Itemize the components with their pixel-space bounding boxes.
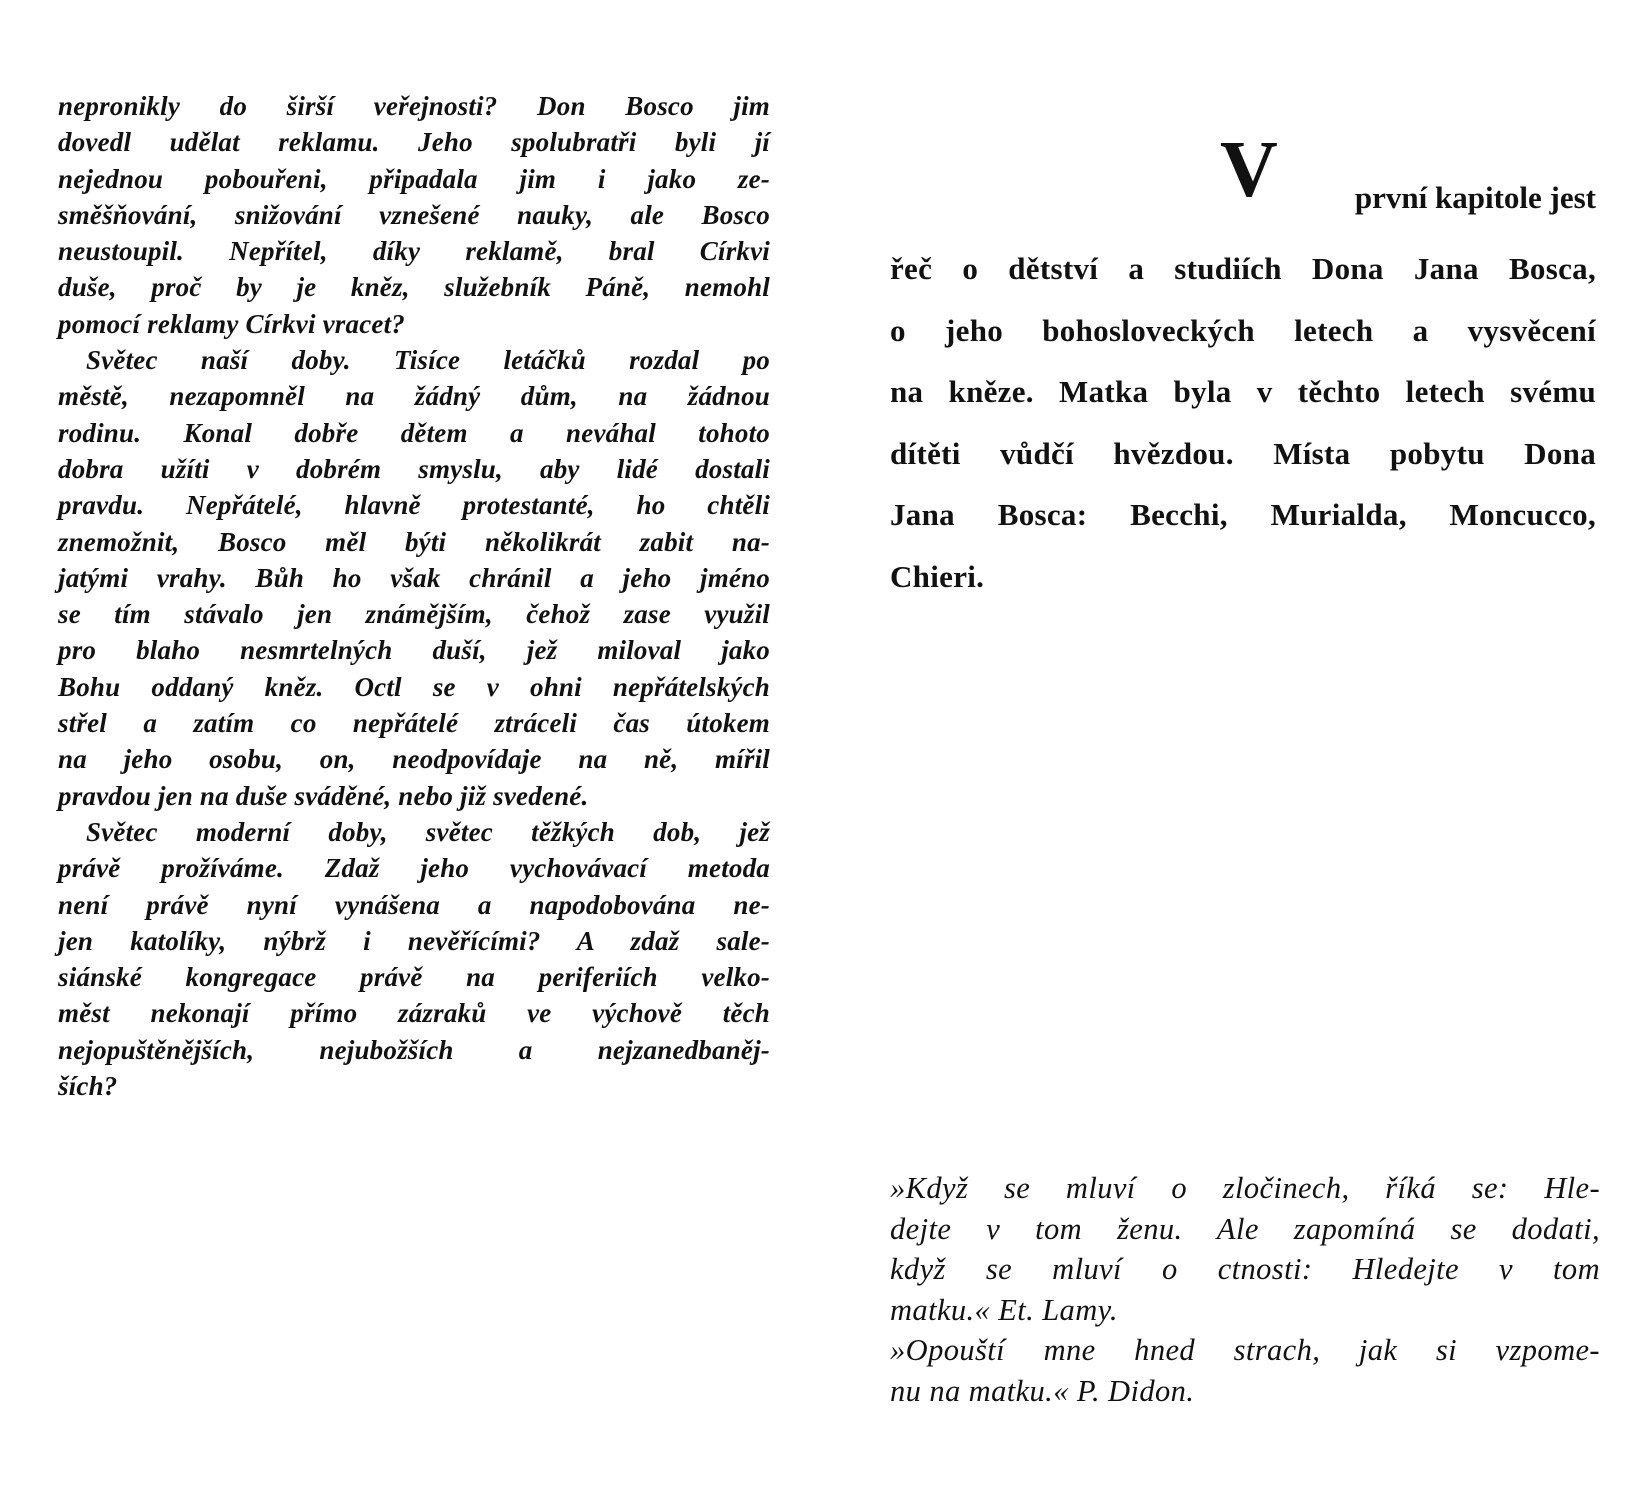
left-line-5: neustoupil. Nepřítel, díky reklamě, bral Církvi: [58, 236, 770, 267]
summary-line-5: Jana Bosca: Becchi, Murialda, Moncucco,: [890, 497, 1596, 532]
quote-line-3: když se mluví o ctnosti: Hledejte v tom: [890, 1252, 1600, 1286]
left-line-1: nepronikly do širší veřejnosti? Don Bosco jim: [58, 91, 770, 121]
left-line-13: znemožnit, Bosco měl býti několikrát zabit na-: [58, 526, 770, 557]
left-line-8: Světec naší doby. Tisíce letáčků rozdal po: [86, 345, 770, 376]
chapter-summary: [890, 126, 1596, 607]
left-line-20: pravdou jen na duše sváděné, nebo již svedené.: [58, 780, 589, 811]
summary-line-4: dítěti vůdčí hvězdou. Místa pobytu Dona: [890, 435, 1596, 471]
left-line-24: jen katolíky, nýbrž i nevěřícími? A zdaž sale-: [58, 925, 770, 956]
summary-line-1: řeč o dětství a studiích Dona Jana Bosca,: [890, 251, 1596, 286]
left-line-21: Světec moderní doby, světec těžkých dob, jež: [86, 816, 770, 847]
quote-line-4: matku.« Et. Lamy.: [890, 1292, 1118, 1327]
quote-line-5: »Opouští mne hned strach, jak si vzpome-: [890, 1333, 1600, 1367]
left-line-22: právě prožíváme. Zdaž jeho vychovávací metoda: [58, 853, 770, 884]
left-line-3: nejednou pobouřeni, připadala jim i jako ze-: [58, 163, 770, 194]
left-line-6: duše, proč by je kněz, služebník Páně, nemohl: [58, 272, 770, 303]
epigraph-quotes: [890, 1168, 1600, 1411]
left-line-28: ších?: [58, 1071, 118, 1102]
summary-first-row: [890, 126, 1596, 238]
left-line-12: pravdu. Nepřátelé, hlavně protestanté, ho chtěli: [58, 490, 770, 521]
left-line-16: pro blaho nesmrtelných duší, jež miloval jako: [58, 635, 770, 666]
left-line-23: není právě nyní vynášena a napodobována ne-: [58, 889, 770, 920]
left-line-15: se tím stávalo jen známějším, čehož zase využil: [58, 599, 770, 630]
drop-cap: V: [1220, 126, 1278, 214]
left-line-18: střel a zatím co nepřátelé ztráceli čas útokem: [58, 708, 770, 739]
summary-line-2: o jeho bohosloveckých letech a vysvěcení: [890, 312, 1596, 348]
left-line-11: dobra užíti v dobrém smyslu, aby lidé dostali: [58, 453, 770, 484]
left-line-17: Bohu oddaný kněz. Octl se v ohni nepřátelských: [58, 671, 770, 702]
summary-line-3: na kněze. Matka byla v těchto letech svému: [890, 374, 1596, 409]
left-line-19: na jeho osobu, on, neodpovídaje na ně, mířil: [58, 744, 770, 775]
left-line-10: rodinu. Konal dobře dětem a neváhal tohoto: [58, 417, 770, 448]
left-line-14: jatými vrahy. Bůh ho však chránil a jeho jméno: [58, 562, 770, 593]
left-line-4: směšňování, snižování vznešené nauky, ale Bosco: [58, 199, 770, 230]
left-line-27: nejopuštěnějších, nejubožších a nejzanedbaněj-: [58, 1034, 770, 1065]
left-line-7: pomocí reklamy Církvi vracet?: [58, 308, 405, 339]
left-line-9: městě, nezapomněl na žádný dům, na žádnou: [58, 381, 770, 412]
quote-line-6: nu na matku.« P. Didon.: [890, 1373, 1195, 1408]
summary-line-6: Chieri.: [890, 558, 985, 594]
left-line-25: siánské kongregace právě na periferiích velko-: [58, 962, 770, 993]
quote-line-1: »Když se mluví o zločinech, říká se: Hle-: [890, 1171, 1600, 1205]
left-line-2: dovedl udělat reklamu. Jeho spolubratři byli jí: [58, 127, 770, 158]
left-page-text: [58, 88, 770, 1104]
summary-first-line: první kapitole jest: [1354, 180, 1596, 215]
left-line-26: měst nekonají přímo zázraků ve výchově těch: [58, 998, 770, 1029]
quote-line-2: dejte v tom ženu. Ale zapomíná se dodati,: [890, 1211, 1600, 1246]
